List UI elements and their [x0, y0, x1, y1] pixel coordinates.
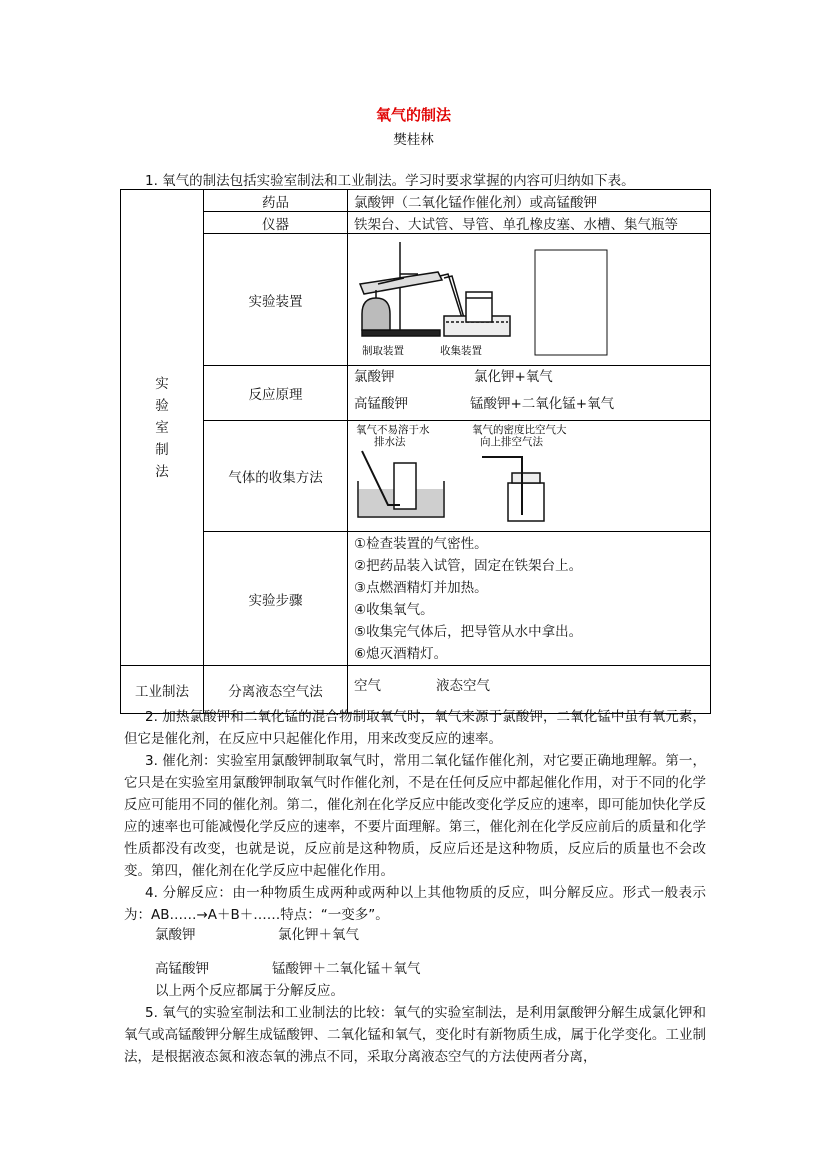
apparatus-diagram — [348, 234, 710, 361]
step-item: ①检查装置的气密性。 — [354, 535, 488, 552]
industry-right: 液态空气 — [436, 678, 490, 694]
blank-box — [535, 250, 607, 355]
collect-cell — [348, 421, 711, 532]
drugs-value: 氯酸钾（二氧化锰作催化剂）或高锰酸钾 — [348, 190, 711, 212]
step-item: ⑥熄灭酒精灯。 — [354, 645, 448, 662]
lab-method-cell — [121, 190, 204, 666]
collect-label: 气体的收集方法 — [204, 421, 348, 532]
industry-label: 工业制法 — [121, 666, 204, 714]
eq1-left: 氯酸钾 — [155, 927, 196, 943]
step-item: ⑤收集完气体后，把导管从水中拿出。 — [354, 623, 583, 640]
row-steps — [121, 532, 711, 666]
apparatus-cell — [348, 234, 711, 366]
lab-method-char: 制 — [155, 441, 169, 458]
eq2-right: 锰酸钾＋二氧化锰＋氧气 — [272, 961, 421, 977]
eq-note: 以上两个反应都属于分解反应。 — [155, 983, 344, 999]
steps-cell — [348, 532, 711, 666]
drugs-label: 药品 — [204, 190, 348, 212]
eq1-right: 氯化钾＋氧气 — [278, 927, 359, 943]
lab-method-char: 验 — [155, 397, 169, 414]
instruments-label: 仪器 — [204, 212, 348, 234]
row-collect — [121, 421, 711, 532]
principle-2-right: 锰酸钾+二氧化锰+氧气 — [470, 396, 615, 412]
collect-right-1: 氧气的密度比空气大 — [472, 424, 567, 436]
paragraph-3: 3. 催化剂：实验室用氯酸钾制取氧气时，常用二氧化锰作催化剂，对它要正确地理解。第一，它只是在实验室用氯酸钾制取氧气时作催化剂，不是在任何反应中都起催化作用，对于不同的化学反应可能用不同的催化剂。第二，催化剂在化学反应中能改变化学反应的速率，即可能加快化学反应的速率也可能减慢化学反应的速率，不要片面理解。第三，催化剂在化学反应前后的质量和化学性质都没有改变，也就是说，反应前是这种物质，反应后还是这种物质，反应后的质量也不会改变。第四，催化剂在化学反应中起催化作用。 — [124, 753, 706, 879]
apparatus-caption-right: 收集装置 — [440, 345, 482, 357]
steps-label: 实验步骤 — [204, 532, 348, 666]
row-principle — [121, 366, 711, 421]
paragraph-4: 4. 分解反应：由一种物质生成两种或两种以上其他物质的反应，叫分解反应。形式一般表示为：AB……→A＋B＋……特点：“一变多”。 — [124, 885, 706, 923]
paragraph-2: 2. 加热氯酸钾和二氧化锰的混合物制取氧气时，氧气来源于氯酸钾，二氧化锰中虽有氧元素，但它是催化剂，在反应中只起催化作用，用来改变反应的速率。 — [124, 709, 706, 747]
step-item: ③点燃酒精灯并加热。 — [354, 579, 488, 596]
row-drugs — [121, 190, 711, 212]
page-title: 氧气的制法 — [375, 106, 451, 124]
collect-left-1: 氧气不易溶于水 — [356, 424, 430, 436]
industry-left: 空气 — [354, 678, 381, 694]
lab-method-char: 法 — [155, 463, 169, 480]
author: 樊桂林 — [393, 132, 434, 148]
paragraph-1: 1. 氧气的制法包括实验室制法和工业制法。学习时要求掌握的内容可归纳如下表。 — [145, 173, 635, 189]
principle-1-right: 氯化钾+氧气 — [474, 369, 553, 385]
lab-method-char: 实 — [155, 375, 169, 392]
principle-2-left: 高锰酸钾 — [354, 396, 408, 412]
row-instruments — [121, 212, 711, 234]
collect-right-2: 向上排空气法 — [480, 436, 543, 448]
collect-left-2: 排水法 — [374, 436, 406, 448]
row-apparatus — [121, 234, 711, 366]
industry-method: 分离液态空气法 — [204, 666, 348, 714]
paragraph-5: 5. 氧气的实验室制法和工业制法的比较：氧气的实验室制法，是利用氯酸钾分解生成氯化钾和氧气或高锰酸钾分解生成锰酸钾、二氧化锰和氧气，变化时有新物质生成，属于化学变化。工业制法，是根据液态氮和液态氧的沸点不同，采取分离液态空气的方法使两者分离， — [124, 1005, 706, 1065]
collect-diagram — [348, 421, 710, 527]
principle-cell — [348, 366, 711, 421]
lab-method-char: 室 — [155, 419, 169, 436]
apparatus-label: 实验装置 — [204, 234, 348, 366]
principle-1-left: 氯酸钾 — [354, 369, 395, 385]
instruments-value: 铁架台、大试管、导管、单孔橡皮塞、水槽、集气瓶等 — [348, 212, 711, 234]
apparatus-caption-left: 制取装置 — [362, 345, 404, 357]
step-item: ④收集氧气。 — [354, 601, 434, 618]
summary-table — [120, 189, 711, 714]
principle-label: 反应原理 — [204, 366, 348, 421]
eq2-left: 高锰酸钾 — [155, 961, 209, 977]
step-item: ②把药品装入试管，固定在铁架台上。 — [354, 557, 583, 574]
